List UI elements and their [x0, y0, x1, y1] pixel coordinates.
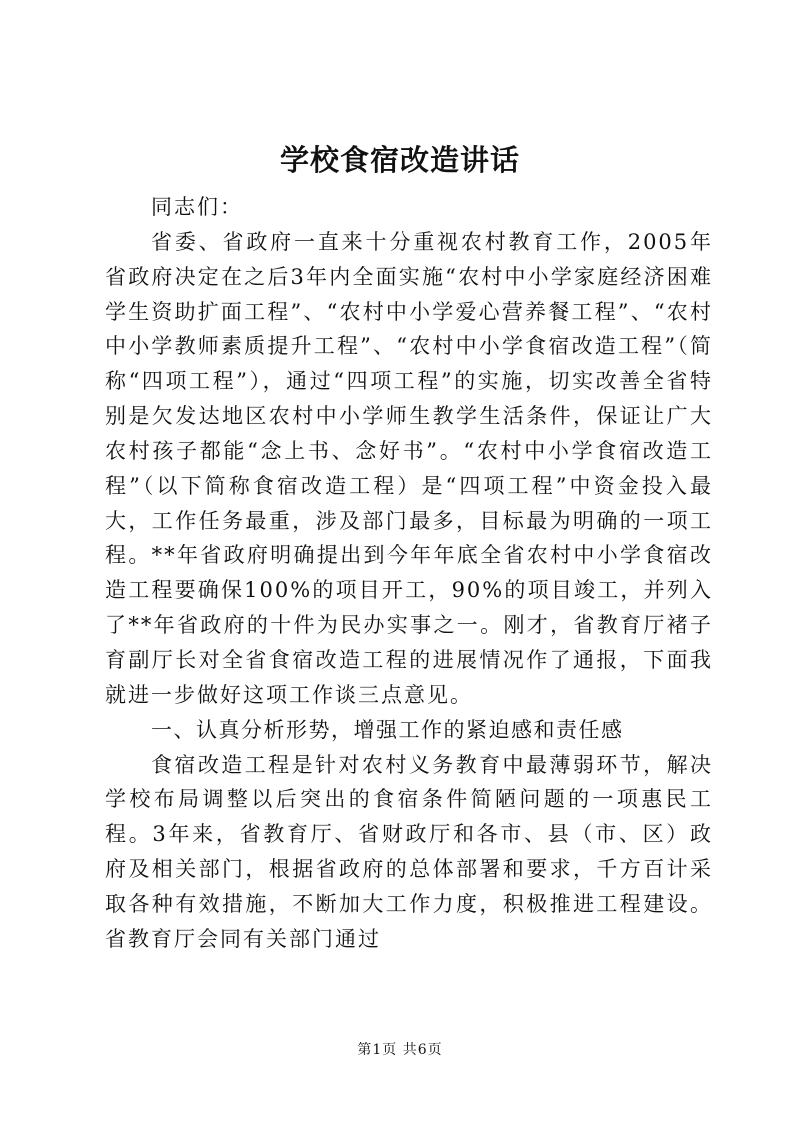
document-body — [105, 190, 713, 957]
page-footer: 第1页 共6页 — [357, 1042, 443, 1058]
body-paragraph: 省委、省政府一直来十分重视农村教育工作，2005年省政府决定在之后3年内全面实施“农村中小学家庭经济困难学生资助扩面工程”、“农村中小学爱心营养餐工程”、“农村中小学教师素质提升工程”、“农村中小学食宿改造工程”（简称“四项工程”），通过“四项工程”的实施，切实改善全省特别是欠发达地区农村中小学师生教学生活条件，保证让广大农村孩子都能“念上书、念好书”。“农村中小学食宿改造工程”（以下简称食宿改造工程）是“四项工程”中资金投入最大，工作任务最重，涉及部门最多，目标最为明确的一项工程。**年省政府明确提出到今年年底全省农村中小学食宿改造工程要确保100%的项目开工，90%的项目竣工，并列入了**年省政府的十件为民办实事之一。刚才，省教育厅褚子育副厅长对全省食宿改造工程的进展情况作了通报，下面我就进一步做好这项工作谈三点意见。 — [105, 229, 713, 707]
section-heading: 一、认真分析形势，增强工作的紧迫感和责任感 — [151, 717, 624, 742]
document-title: 学校食宿改造讲话 — [279, 143, 520, 177]
section-paragraph: 食宿改造工程是针对农村义务教育中最薄弱环节，解决学校布局调整以后突出的食宿条件简陋问题的一项惠民工程。3年来，省教育厅、省财政厅和各市、县（市、区）政府及相关部门，根据省政府的总体部署和要求，千方百计采取各种有效措施，不断加大工作力度，积极推进工程建设。省教育厅会同有关部门通过 — [105, 752, 713, 951]
salutation: 同志们： — [151, 195, 243, 219]
